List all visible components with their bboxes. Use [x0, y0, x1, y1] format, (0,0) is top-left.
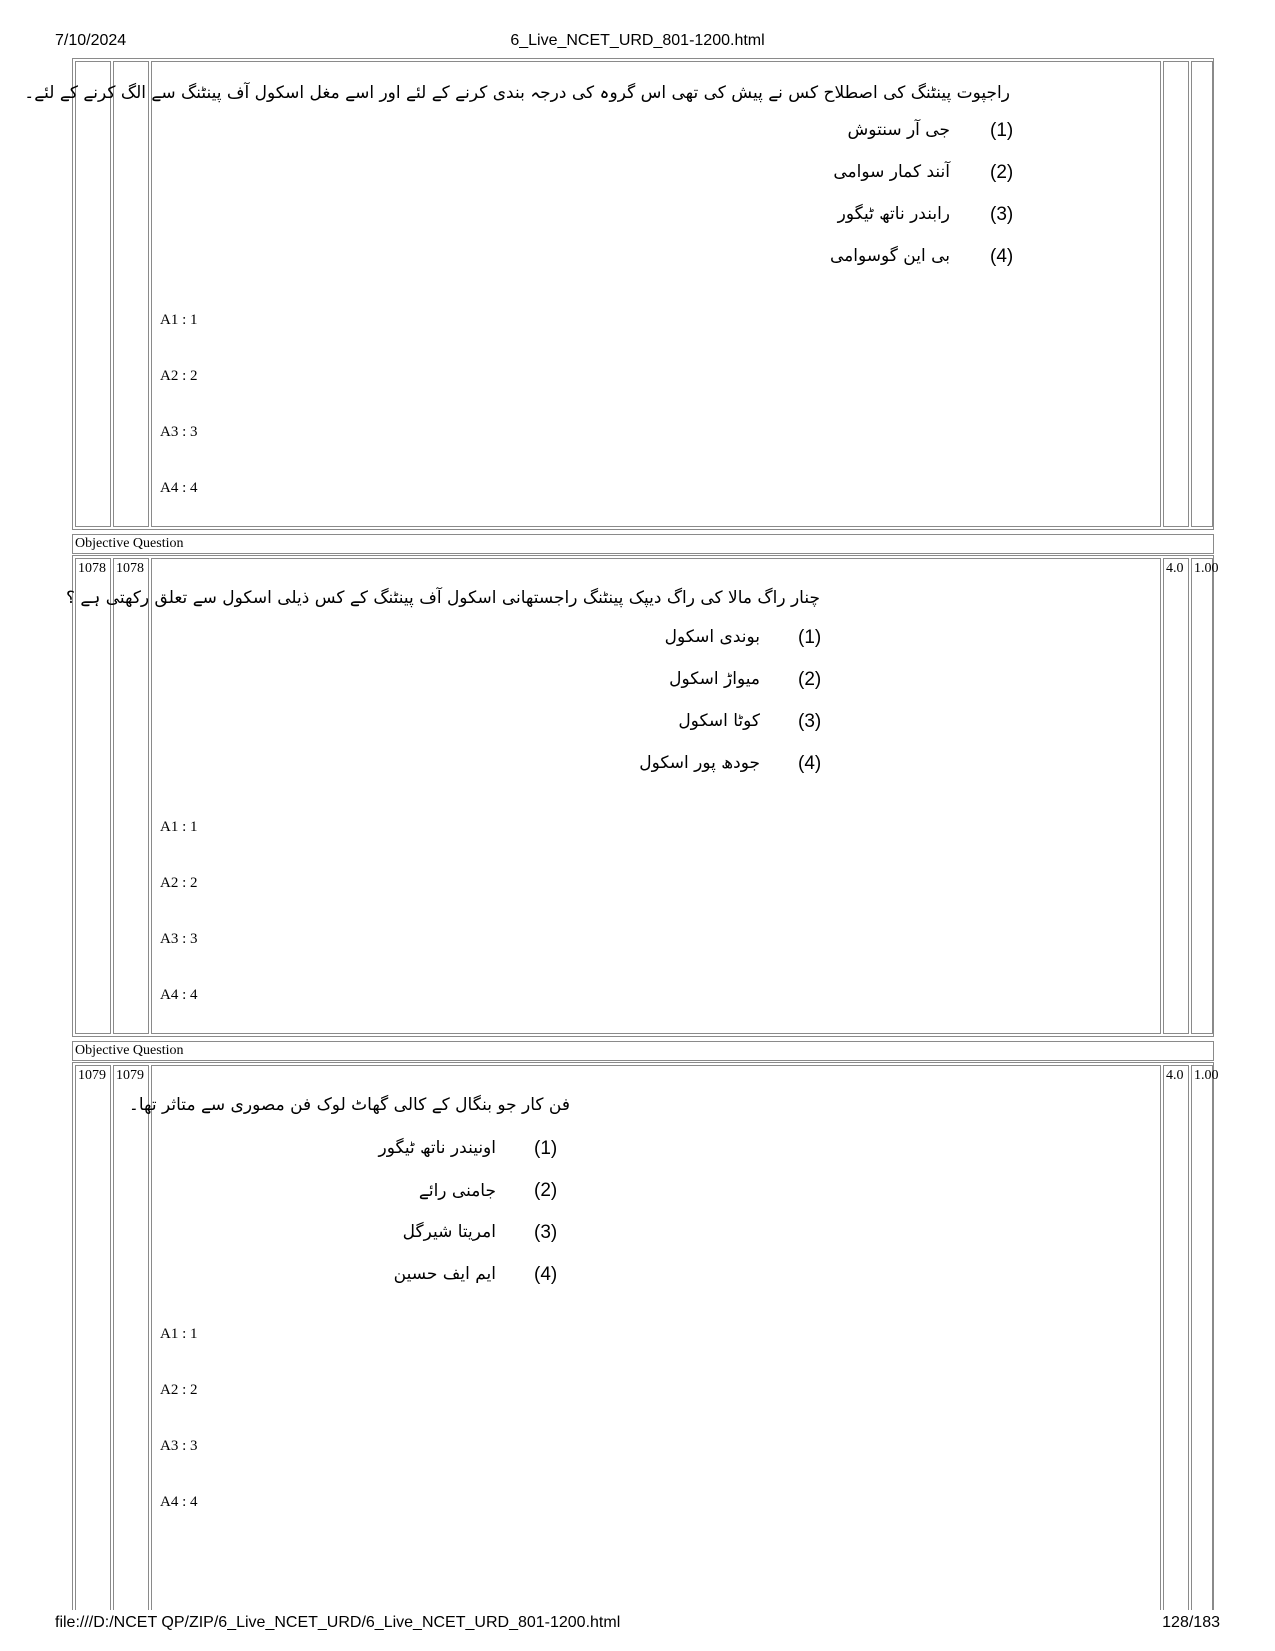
question-text: راجپوت پینٹنگ کی اصطلاح کس نے پیش کی تھی اس گروہ کی درجہ بندی کرنے کے لئے اور اسے مغل اسکول آف پینٹنگ سے الگ کرنے کے لئے۔ — [24, 83, 1010, 103]
serial-number: 1079 — [78, 1068, 106, 1083]
marks-cell — [1163, 61, 1189, 527]
sno-cell — [75, 558, 111, 1034]
negative-marks-cell — [1191, 61, 1213, 527]
answer-option-3: A3 : 3 — [160, 931, 198, 947]
option-number: (2) — [990, 162, 1014, 183]
marks-cell — [1163, 558, 1189, 1034]
question-block-1077 — [24, 58, 1214, 530]
option-text: میواڑ اسکول — [669, 669, 760, 689]
negative-marks-cell — [1191, 558, 1219, 1034]
option-number: (4) — [534, 1264, 558, 1285]
question-block-1078 — [65, 555, 1219, 1037]
question-type-label: Objective Question — [72, 1041, 1214, 1061]
question-body — [24, 61, 1161, 527]
answer-option-1: A1 : 1 — [160, 1326, 198, 1342]
option-number: (1) — [990, 120, 1014, 141]
qid-cell — [113, 558, 149, 1034]
answer-option-4: A4 : 4 — [160, 480, 198, 496]
option-number: (4) — [798, 753, 822, 774]
option-text: بوندی اسکول — [664, 627, 760, 647]
negative-marks-cell — [1191, 1065, 1219, 1610]
option-number: (3) — [990, 204, 1014, 225]
answer-option-3: A3 : 3 — [160, 424, 198, 440]
answer-option-4: A4 : 4 — [160, 1494, 198, 1510]
serial-number: 1078 — [78, 561, 106, 576]
page-number: 128/183 — [1162, 1614, 1220, 1631]
option-number: (2) — [798, 669, 822, 690]
option-number: (4) — [990, 246, 1014, 267]
marks-value: 4.0 — [1166, 561, 1184, 576]
option-text: جامنی رائے — [418, 1181, 496, 1201]
question-id: 1078 — [116, 561, 144, 576]
option-text: اونیندر ناتھ ٹیگور — [378, 1138, 496, 1158]
option-number: (1) — [798, 627, 822, 648]
question-text: فن کار جو بنگال کے کالی گھاٹ لوک فن مصوری سے متاثر تھا۔ — [128, 1095, 570, 1115]
option-text: آنند کمار سوامی — [833, 162, 950, 182]
negative-marks-value: 1.00 — [1194, 1068, 1219, 1083]
option-text: رابندر ناتھ ٹیگور — [837, 204, 950, 224]
option-number: (3) — [798, 711, 822, 732]
sno-cell — [75, 1065, 111, 1610]
print-header — [0, 32, 1275, 54]
qid-cell — [113, 1065, 149, 1610]
option-text: بی این گوسوامی — [829, 246, 950, 266]
answer-option-2: A2 : 2 — [160, 368, 198, 384]
marks-cell — [1163, 1065, 1189, 1610]
option-number: (3) — [534, 1222, 558, 1243]
option-text: جی آر سنتوش — [847, 120, 950, 140]
option-text: ایم ایف حسین — [393, 1264, 496, 1284]
marks-value: 4.0 — [1166, 1068, 1184, 1083]
option-number: (2) — [534, 1180, 558, 1201]
negative-marks-value: 1.00 — [1194, 561, 1219, 576]
question-block-1079 — [72, 1062, 1219, 1610]
answer-option-1: A1 : 1 — [160, 312, 198, 328]
answer-option-2: A2 : 2 — [160, 1382, 198, 1398]
answer-option-2: A2 : 2 — [160, 875, 198, 891]
option-text: امریتا شیرگل — [402, 1222, 496, 1242]
print-footer — [0, 1614, 1275, 1636]
qid-cell — [113, 61, 149, 527]
option-text: جودھ پور اسکول — [639, 753, 760, 773]
question-type-label: Objective Question — [72, 534, 1214, 554]
option-number: (1) — [534, 1138, 558, 1159]
print-file-title: 6_Live_NCET_URD_801-1200.html — [510, 32, 765, 49]
sno-cell — [75, 61, 111, 527]
option-text: کوٹا اسکول — [678, 711, 760, 731]
answer-option-3: A3 : 3 — [160, 1438, 198, 1454]
question-text: چنار راگ مالا کی راگ دیپک پینٹنگ راجستھانی اسکول آف پینٹنگ کے کس ذیلی اسکول سے تعلق رکھتی ہے ؟ — [65, 588, 820, 608]
print-date: 7/10/2024 — [55, 32, 127, 49]
print-file-url: file:///D:/NCET QP/ZIP/6_Live_NCET_URD/6_Live_NCET_URD_801-1200.html — [55, 1614, 621, 1631]
answer-option-4: A4 : 4 — [160, 987, 198, 1003]
question-id: 1079 — [116, 1068, 144, 1083]
answer-option-1: A1 : 1 — [160, 819, 198, 835]
